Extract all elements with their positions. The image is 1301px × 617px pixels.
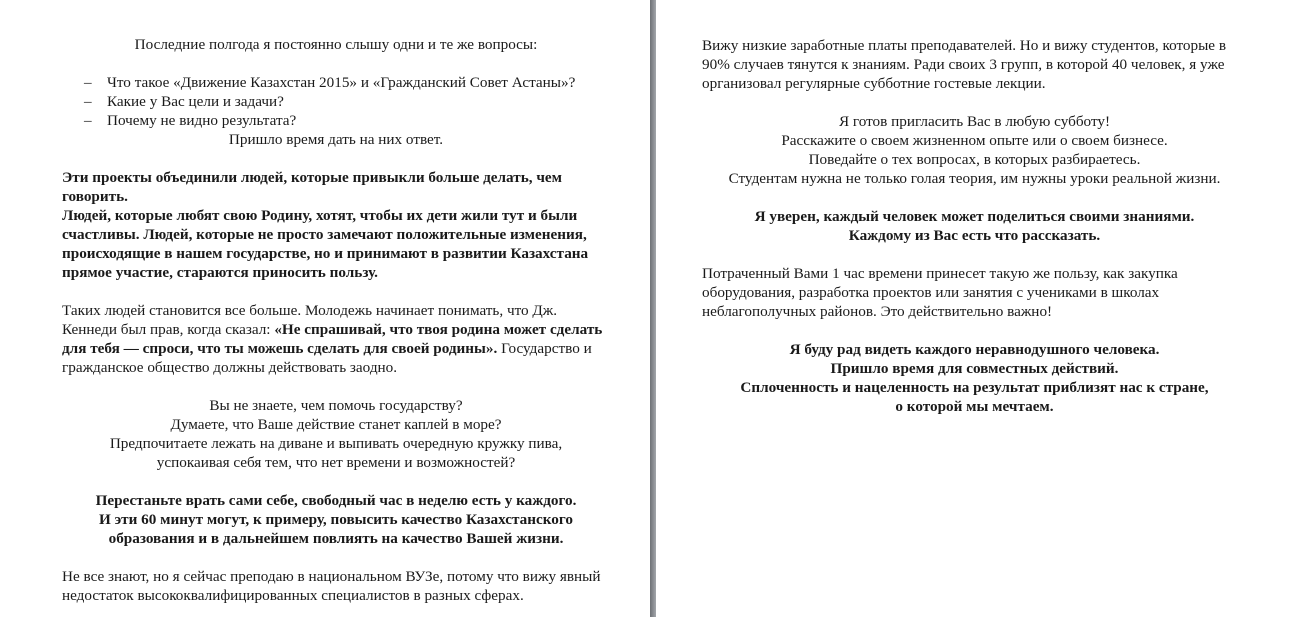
knowledge-block [702,207,1247,245]
intro-text: Последние полгода я постоянно слышу одни и те же вопросы: [134,36,538,53]
center-line: И эти 60 минут могут, к примеру, повысить качество Казахстанского [99,511,573,528]
dash-bullet: – [84,93,92,110]
document-page-right [656,0,1301,617]
closing-block [702,340,1247,416]
dash-bullet: – [84,112,92,129]
center-line: образования и в дальнейшем повлиять на качество Вашей жизни. [108,530,564,547]
university-paragraph: Не все знают, но я сейчас преподаю в национальном ВУЗе, потому что вижу явный недостаток высококвалифицированных специалистов в разных сферах. [62,568,601,604]
list-item: – Что такое «Движение Казахстан 2015» и «Гражданский Совет Астаны»? [84,74,576,91]
questions-list [62,73,610,130]
center-line: Каждому из Вас есть что рассказать. [848,227,1101,244]
answer-time-text: Пришло время дать на них ответ. [228,131,444,148]
center-line: Думаете, что Ваше действие станет каплей в море? [170,416,502,433]
center-line: Предпочитаете лежать на диване и выпивать очередную кружку пива, [109,435,563,452]
center-line: Я буду рад видеть каждого неравнодушного человека. [789,341,1160,358]
list-item: – Какие у Вас цели и задачи? [84,93,284,110]
center-line: Расскажите о своем жизненном опыте или о своем бизнесе. [781,132,1168,149]
document-page-left [0,0,650,617]
bold-paragraph: Эти проекты объединили людей, которые привыкли больше делать, чем говорить. [62,169,562,205]
call-to-action-block [62,491,610,548]
kennedy-paragraph: Таких людей становится все больше. Молодежь начинает понимать, что Дж. Кеннеди был прав, когда сказал: «Не спрашивай, что твоя родина может сделать для тебя — спроси, что ты можешь сделать для своей родины». Государство и гражданское общество должны действовать заодно. [62,302,603,376]
dash-bullet: – [84,74,92,91]
center-line: о которой мы мечтаем. [895,398,1054,415]
center-line: Я уверен, каждый человек может поделиться своими знаниями. [754,208,1195,225]
bold-paragraph: Людей, которые любят свою Родину, хотят, чтобы их дети жили тут и были счастливы. Людей, которые не просто замечают положительные изменения, происходящие в нашем государстве, но и принимают в развитии Казахстана прямое участие, стараются приносить пользу. [62,207,589,281]
center-line: Сплоченность и нацеленность на результат приблизят нас к стране, [740,379,1209,396]
center-line: Пришло время для совместных действий. [830,360,1119,377]
hour-paragraph: Потраченный Вами 1 час времени принесет такую же пользу, как закупка оборудования, разработка проектов или занятия с учениками в школах неблагополучных районов. Это действительно важно! [702,265,1178,320]
center-line: Поведайте о тех вопросах, в которых разбираетесь. [808,151,1141,168]
teachers-paragraph: Вижу низкие заработные платы преподавателей. Но и вижу студентов, которые в 90% случаев тянутся к знаниям. Ради своих 3 групп, в которой 40 человек, я уже организовал регулярные субботние гостевые лекции. [702,37,1226,92]
page-text-column [62,35,610,605]
invitation-block [702,112,1247,188]
center-line: Я готов пригласить Вас в любую субботу! [838,113,1111,130]
list-item: – Почему не видно результата? [84,112,297,129]
center-line: успокаивая себя тем, что нет времени и возможностей? [156,454,516,471]
question-block [62,396,610,472]
page-text-column [702,36,1247,416]
kennedy-quote: «Не спрашивай, что твоя родина может сделать для тебя — спроси, что ты можешь сделать для своей родины». [62,321,603,357]
center-line: Перестаньте врать сами себе, свободный час в неделю есть у каждого. [95,492,577,509]
center-line: Вы не знаете, чем помочь государству? [209,397,463,414]
center-line: Студентам нужна не только голая теория, им нужны уроки реальной жизни. [728,170,1221,187]
